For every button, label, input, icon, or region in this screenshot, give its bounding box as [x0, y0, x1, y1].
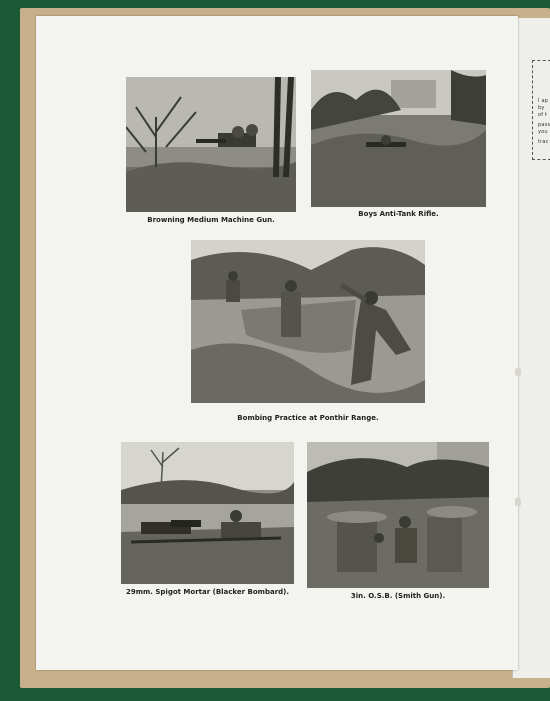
photo-smith-gun: [307, 442, 489, 588]
photo-bombing-practice: [191, 240, 425, 403]
adjacent-text-fragment: by: [538, 105, 545, 111]
photo-caption: 3in. O.S.B. (Smith Gun).: [350, 592, 446, 600]
photo-caption: 29mm. Spigot Mortar (Blacker Bombard).: [125, 588, 290, 596]
photo-caption: Boys Anti-Tank Rifle.: [358, 210, 439, 218]
adjacent-text-fragment: you: [538, 129, 548, 135]
adjacent-text-fragment: I ap: [538, 98, 549, 104]
photo-spigot-mortar: [121, 442, 294, 584]
binding-hole: [515, 498, 521, 506]
adjacent-text-fragment: trac: [538, 139, 549, 145]
photo-boys-anti-tank-rifle: [311, 70, 486, 207]
adjacent-text-fragment: of t: [538, 112, 548, 118]
photo-browning-machine-gun: [126, 77, 296, 212]
adjacent-text-fragment: pass: [538, 122, 550, 128]
photo-caption: Bombing Practice at Ponthir Range.: [237, 414, 379, 422]
photo-caption: Browning Medium Machine Gun.: [147, 216, 275, 224]
binding-hole: [515, 368, 521, 376]
